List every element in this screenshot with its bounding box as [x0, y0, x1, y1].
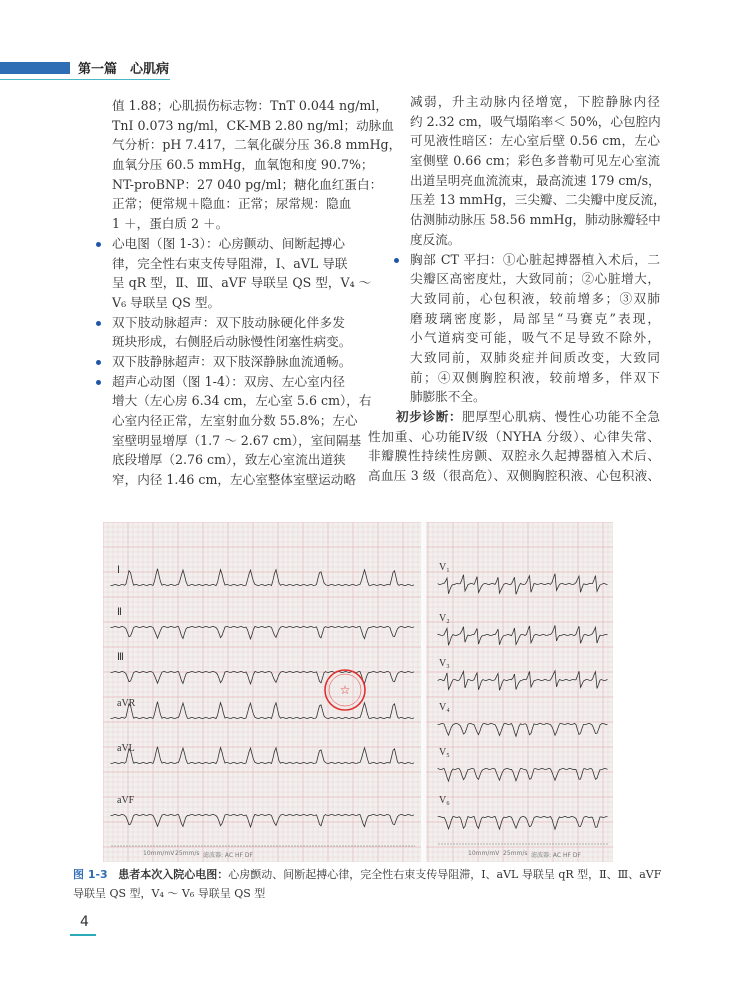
bullet-icon — [96, 380, 101, 385]
diagnosis-label: 初步诊断： — [396, 409, 463, 424]
diagnosis-line — [396, 407, 660, 427]
text-line: 心电图（图 1-3）：心房颤动、间断起搏心 — [112, 235, 345, 251]
ecg-traces — [103, 522, 613, 862]
text-line: V₆ 导联呈 QS 型。 — [112, 294, 221, 310]
header-bar — [0, 62, 70, 74]
text-line: 血氧分压 60.5 mmHg，血氧饱和度 90.7%； — [112, 157, 374, 173]
lead-label: V₄ — [439, 702, 450, 713]
ecg-trace — [438, 625, 608, 645]
diagnosis-line: 性加重、心功能Ⅳ级（NYHA 分级）、心律失常、 — [368, 428, 660, 444]
text-line: 斑块形成，右侧胫后动脉慢性闭塞性病变。 — [112, 334, 352, 350]
page-number-rule — [70, 934, 96, 936]
bullet-icon — [96, 242, 101, 247]
text-line: 肺膨胀不全。 — [410, 389, 486, 405]
section-title: 第一篇 心肌病 — [78, 62, 170, 77]
text-line: 压差 13 mmHg，三尖瓣、二尖瓣中度反流， — [410, 192, 666, 208]
ecg-figure — [103, 522, 613, 862]
lead-label: V₆ — [439, 795, 450, 806]
text-line: 气分析：pH 7.417，二氧化碳分压 36.8 mmHg， — [112, 137, 402, 153]
text-line: 底段增厚（2.76 cm），致左心室流出道狭 — [112, 452, 346, 468]
text-line: 估测肺动脉压 58.56 mmHg，肺动脉瓣轻中 — [410, 212, 661, 228]
ecg-trace — [438, 671, 608, 691]
text-line: 双下肢静脉超声：双下肢深静脉血流通畅。 — [112, 353, 352, 369]
lead-label: V₅ — [439, 747, 450, 758]
text-line: 值 1.88；心肌损伤标志物：TnT 0.044 ng/ml， — [112, 98, 388, 113]
right-column — [368, 92, 666, 486]
text-line: 增大（左心房 6.34 cm，左心室 5.6 cm），右 — [112, 393, 372, 409]
page-number: 4 — [80, 914, 89, 930]
text-line: 大致同前，心包积液，较前增多；③双肺 — [410, 290, 660, 306]
lead-label: V₃ — [439, 658, 450, 669]
text-line: 1 ＋，蛋白质 2 ＋。 — [112, 216, 229, 232]
text-line: 正常；便常规＋隐血：正常；尿常规：隐血 — [112, 196, 352, 212]
text-line: 磨玻璃密度影，局部呈“马赛克”表现， — [410, 310, 660, 326]
header-rule — [0, 79, 170, 80]
text-line: 尖瓣区高密度灶，大致同前；②心脏增大， — [410, 271, 660, 287]
text-line: 心室内径正常，左室射血分数 55.8%；左心 — [112, 413, 358, 428]
lead-label: aVL — [117, 743, 135, 754]
lead-label: V₂ — [439, 613, 450, 624]
text-line: 室侧壁 0.66 cm；彩色多普勒可见左心室流 — [410, 153, 660, 169]
diagnosis-line: 高血压 3 级（很高危）、双侧胸腔积液、心包积液、 — [368, 468, 660, 484]
panel-divider — [421, 522, 426, 862]
text-line: 胸部 CT 平扫：①心脏起搏器植入术后，二 — [410, 251, 660, 267]
caption-text-2: 导联呈 QS 型，V₄ ～ V₆ 导联呈 QS 型 — [73, 887, 266, 900]
ecg-trace — [111, 569, 414, 586]
stamp-star-icon: ☆ — [339, 683, 351, 697]
text-line: 室壁明显增厚（1.7 ～ 2.67 cm），室间隔基 — [112, 432, 362, 448]
text-line: 律，完全性右束支传导阻滞，Ⅰ、aVL 导联 — [112, 255, 348, 271]
text-line: 约 2.32 cm，吸气塌陷率＜ 50%，心包腔内 — [410, 113, 661, 129]
caption-number: 图 1-3 — [73, 868, 108, 881]
figure-caption — [73, 865, 663, 903]
left-column — [112, 96, 402, 490]
text-line: TnI 0.073 ng/ml，CK-MB 2.80 ng/ml；动脉血 — [112, 117, 394, 133]
ecg-trace — [111, 702, 414, 719]
ecg-footer-text: 10mm/mV — [143, 850, 175, 857]
bullet-icon — [96, 360, 101, 365]
text-line: 减弱，升主动脉内径增宽，下腔静脉内径 — [410, 94, 660, 109]
text-line: 双下肢动脉超声：双下肢动脉硬化伴多发 — [112, 314, 345, 330]
lead-label: aVR — [117, 698, 136, 709]
lead-label: Ⅱ — [117, 607, 122, 618]
text-line: 前；④双侧胸腔积液，较前增多，伴双下 — [410, 369, 660, 385]
diagnosis-line: 非瓣膜性持续性房颤、双腔永久起搏器植入术后、 — [368, 448, 660, 464]
bullet-icon — [394, 258, 399, 263]
ecg-trace — [111, 814, 414, 827]
ecg-trace — [438, 768, 608, 781]
text-line: 大致同前，双肺炎症并间质改变，大致同 — [410, 349, 660, 365]
lead-label: aVF — [117, 795, 135, 806]
text-line: 呈 qR 型，Ⅱ、Ⅲ、aVF 导联呈 QS 型，V₄ ～ — [112, 275, 372, 291]
ecg-trace — [438, 574, 608, 595]
lead-label: V₁ — [439, 562, 450, 573]
ecg-trace — [438, 816, 608, 829]
text-line: 窄，内径 1.46 cm，左心室整体室壁运动略 — [112, 472, 356, 488]
text-line: 度反流。 — [410, 231, 461, 247]
caption-title: 患者本次入院心电图： — [118, 868, 229, 881]
lead-label: Ⅲ — [117, 652, 124, 663]
lead-label: Ⅰ — [117, 565, 120, 576]
ecg-trace — [438, 723, 608, 736]
ecg-trace — [111, 747, 414, 764]
diagnosis-text: 肥厚型心肌病、慢性心功能不全急 — [462, 409, 661, 424]
text-line: NT-proBNP：27 040 pg/ml；糖化血红蛋白： — [112, 176, 383, 192]
ecg-footer-text: 10mm/mV — [468, 850, 500, 857]
ecg-footer-text: 25mm/s — [175, 850, 200, 857]
ecg-footer-text: 滤波器: AC HF DF — [203, 852, 253, 859]
text-line: 超声心动图（图 1-4）：双房、左心室内径 — [112, 373, 345, 389]
text-line: 可见液性暗区：左心室后壁 0.56 cm，左心 — [410, 133, 660, 149]
text-line: 出道呈明亮血流流束，最高流速 179 cm/s， — [410, 172, 661, 188]
bullet-icon — [96, 321, 101, 326]
text-line: 小气道病变可能，吸气不足导致不除外， — [410, 330, 660, 346]
ecg-footer-text: 滤波器: AC HF DF — [531, 852, 581, 859]
ecg-footer-text: 25mm/s — [503, 850, 528, 857]
caption-text: 心房颤动、间断起搏心律，完全性右束支传导阻滞，Ⅰ、aVL 导联呈 qR 型，Ⅱ、Ⅲ、aVF — [228, 868, 662, 881]
